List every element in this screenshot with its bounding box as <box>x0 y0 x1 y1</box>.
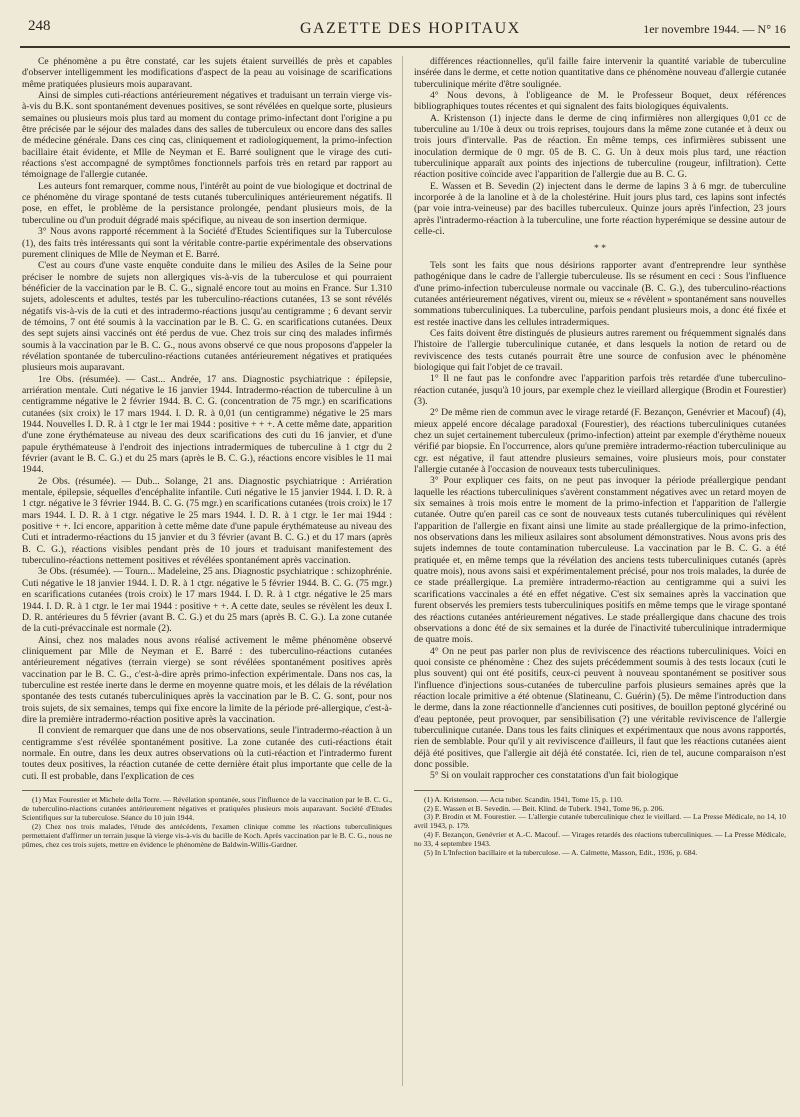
footnote: (2) E. Wassen et B. Sevedin. — Beit. Klind. de Tuberk. 1941, Tome 96, p. 206. <box>424 803 665 813</box>
column-divider <box>402 56 403 1086</box>
paragraph: 4° On ne peut pas parler non plus de reviviscence des réactions tuberculiniques. Voici en quoi consiste ce phénomène : Chez des sujets précédemment soumis à des tests locaux (cuti le plus souvent) qui ont été positifs, ceux-ci peuvent à nouveau spontanément se positiver sous l'influence d'injections sous-cutanées de tuberculine parfois plusieurs semaines après que la réaction locale primitive a été obtenue (Slatineanu, C. Guérin) (5). De même l'introduction dans le derme, dans la zone réactionnelle d'anciennes cuti positives, de bouillon peptoné glycériné ou d'eau peptonée, peut provoquer, par sensibilisation (?) une véritable reviviscence de l'allergie tuberculinique cutanée. Dans tous les faits cliniques et expérimentaux que nous avons rapportés, rien de semblable. Pour qu'il y ait reviviscence d'ailleurs, il faut que les réactions cutanées aient déjà été positives, que l'allergie ait déjà été constatée. Ici, rien de tel, aucune comparaison n'est donc possible. <box>414 645 786 770</box>
paragraph: Il convient de remarquer que dans une de nos observations, seule l'intradermo-réaction à un centigramme s'est révélée spontanément positive. La zone cutanée des cuti-réactions était normale. En outre, dans les deux autres observations où la cuti-réaction et l'intradermo furent toutes deux positives, la réaction cutanée de cette dernière était plus importante que celle de la cuti. Il est probable, dans l'explication de ces <box>22 725 392 782</box>
paragraph: 2e Obs. (résumée). — Dub... Solange, 21 ans. Diagnostic psychiatrique : Arriération mentale, épilepsie, séquelles d'encéphalite infantile. Cuti négative le 15 janvier 1944. I. D. R. à 1 ctgr. négative le 3 février 1944. B. C. G. (75 mgr.) en scarifications cutanées (trois croix) le 17 mars 1944. I. D. R. à 1 ctgr. négative le 25 mars 1944. I. D. R. à 1 ctgr. le 1er mai 1944 : positive + +. Ici encore, apparition à cette même date d'une papule érythémateuse au niveau des Cuti et intradermo-réactions du 15 janvier et du 3 février (avant B. C. G.) et du 17 mars (après B. C. G.), réactions visibles pendant près de 10 jours et traduisant manifestement des tuberculino-réactions nettement positives et révélées spontanément après vaccination. <box>22 475 392 567</box>
journal-title: GAZETTE DES HOPITAUX <box>300 20 521 37</box>
footnote-rule <box>22 790 112 791</box>
paragraph: * * <box>594 242 606 254</box>
paragraph: Tels sont les faits que nous désirions rapporter avant d'entreprendre leur synthèse pathogénique dans le cadre de l'allergie tuberculeuse. Ils se résument en ceci : Sous l'influence d'une primo-infection tuberculeuse normale ou vaccinale (B. C. G.), des tuberculino-réactions cutanées antérieurement négatives, virent ou, mieux se « révèlent » spontanément sans nouvelles sommations tuberculiniques. La tuberculine, parfois pendant plusieurs mois, a donc été fixée et est restée inactive dans les cellules intradermiques. <box>414 259 786 328</box>
page-number: 248 <box>28 18 51 34</box>
left-column-text <box>22 56 392 782</box>
paragraph: 2° De même rien de commun avec le virage retardé (F. Bezançon, Genévrier et Macouf) (4), mieux appelé encore décalage paradoxal (Fourestier), des réactions tuberculiniques cutanées chez un sujet certainement tuberculeux (primo-infection) atteint par exemple d'érythème noueux vérifié par biopsie. En l'occurrence, alors qu'une première intradermo-réaction tuberculinique au cgr. est négative, il faut attendre plusieurs semaines, voire plusieurs mois, pour constater l'allergie cutanée à l'occasion de nouveaux tests tuberculiniques. <box>414 407 786 476</box>
footnote: (2) Chez nos trois malades, l'étude des antécédents, l'examen clinique comme les réactions tuberculiniques permettaient d'affirmer un terrain jusque là vierge vis-à-vis du bacille de Koch. Après vaccination par le B. C. G., nous ne pûmes, chez ces trois sujets, mettre en évidence le phénomène de Baldwin-Willis-Gardner. <box>22 821 392 849</box>
left-footnotes <box>22 796 392 849</box>
paragraph: 3° Nous avons rapporté récemment à la Société d'Etudes Scientifiques sur la Tuberculose (1), des faits très intéressants qui sont la véritable contre-partie expérimentale des observations purement cliniques de Mlle de Neyman et E. Barré. <box>22 226 392 260</box>
paragraph: Ainsi, chez nos malades nous avons réalisé activement le même phénomène observé cliniquement par Mlle de Neyman et E. Barré : des tuberculino-réactions cutanées antérieurement négatives (terrain vierge) se sont révélées spontanément positives après vaccination par le B. C. G., c'est-à-dire après primo-infection expérimentale. Dans nos cas, la tuberculine est restée inerte dans le derme en moyenne quatre mois, et les délais de la révélation spontanée des tests cutanés tuberculiniques après la vaccination par le B. C. G. sont, pour nos trois sujets, de six semaines, temps qui fixe encore la limite de la période pré-allergique, c'est-à-dire la première intradermo-réaction positive après la vaccination. <box>22 634 392 725</box>
paragraph: Les auteurs font remarquer, comme nous, l'intérêt au point de vue biologique et doctrinal de ce phénomène du virage spontané de tests cutanés tuberculiniques antérieurement négatifs. Il pose, en effet, le problème de la persistance prolongée, pendant plusieurs mois, de la tuberculine ou d'un produit dégradé mais spécifique, au niveau de son insertion dermique. <box>22 180 392 226</box>
page-header <box>20 12 790 48</box>
right-footnotes <box>414 796 786 858</box>
right-column <box>414 56 786 1096</box>
paragraph: 3° Pour expliquer ces faits, on ne peut pas invoquer la période préallergique pendant laquelle les réactions tuberculiniques s'avèrent constamment négatives avec un retard moyen de six semaines à trois mois entre le moment de la primo-infection et l'apparition de l'allergie cutanée. Outre qu'en pareil cas ce sont de nouveaux tests cutanés tuberculiniques qui révèlent l'apparition de l'allergie en fixant ainsi une limite au stade préallergique de la primo-infection, nos observations dans les milieux asilaires sont absolument démonstratives. Nous avons pris des sujets indemnes de toute contamination tuberculeuse. La vaccination par le B. C. G. a été pratiquée et, en même temps que la révélation des anciens tests tuberculiniques cutanés (après quatre mois), nous avons saisi et expérimentalement précisé, pour nos trois malades, la durée de ce stade préallergique. La première intradermo-réaction au centigramme qui a suivi les scarifications vaccinales a été en effet négative. C'est six semaines après la vaccination que furent observés les premiers tests tuberculiniques positifs en même temps que le virage spontané des réactions cutanées antérieurement négatives. Le stade préallergique dans chacune des trois observations a donc été de six semaines et la durée de l'inactivité tuberculinique intradermique de quatre mois. <box>414 475 786 646</box>
paragraph: 4° Nous devons, à l'obligeance de M. le Professeur Boquet, deux références bibliographiques toutes récentes et qui signalent des faits biologiques équivalents. <box>414 90 786 113</box>
footnote: (5) In L'Infection bacillaire et la tuberculose. — A. Calmette, Masson, Edit., 1936, p. 684. <box>424 848 698 858</box>
paragraph: Ces faits doivent être distingués de plusieurs autres rarement ou fréquemment signalés dans l'histoire de l'allergie tuberculinique cutanée, et dans lesquels la notion de retard ou de reviviscence des tests cutanés pourrait être une source de confusion avec le phénomène biologique qui fait l'objet de ce travail. <box>414 327 786 373</box>
paragraph: 5° Si on voulait rapprocher ces constatations d'un fait biologique <box>430 770 679 782</box>
paragraph: A. Kristenson (1) injecte dans le derme de cinq infirmières non allergiques 0,01 cc de tuberculine au 1/10e à deux ou trois reprises, toujours dans la même zone cutanée et à deux ou trois jours d'intervalle. Pas de réaction. En même temps, ces infirmières subissent une inoculation dermique de 0 mgr. 05 de B. C. G. Un à deux mois plus tard, une réaction tuberculinique apparaît aux points des injections de tuberculine (rougeur, infiltration). Cette réaction positive coïncide avec l'apparition de l'allergie due au B. C. G. <box>414 112 786 181</box>
footnote: (1) Max Fourestier et Michele della Torre. — Révélation spontanée, sous l'influence de la vaccination par le B. C. G., de tuberculino-réactions cutanées antérieurement négatives et pratiquées plusieurs mois auparavant. Société d'Etudes Scientifiques sur la tuberculose. Séance du 10 juin 1944. <box>22 795 392 822</box>
issue-date: 1er novembre 1944. — N° 16 <box>643 22 786 36</box>
paragraph: 1° Il ne faut pas le confondre avec l'apparition parfois très retardée d'une tuberculino-réaction cutanée, jusqu'à 10 jours, par exemple chez le vieillard allergique (Brodin et Fourestier) (3). <box>414 373 786 407</box>
paragraph: C'est au cours d'une vaste enquête conduite dans le milieu des Asiles de la Seine pour préciser le nombre de sujets non allergiques vis-à-vis de la tuberculose et qui pourraient bénéficier de la vaccination par le B. C. G., signalé encore tout au moins en France. Sur 1.310 sujets, adolescents et adultes, testés par les tuberculino-réactions cutanées, 13 se sont révélés négatifs vis-à-vis de la cuti et des intradermo-réactions jusqu'au centigramme ; 6 devant servir de témoins, 7 ont été soumis à la vaccination par le B. C. G. en scarifications cutanées. Deux des sept sujets ainsi vaccinés ont été perdus de vue. Chez trois sur cinq des malades infirmés soumis à la vaccination par le B. C. G., nous avons observé ce que nous proposons d'appeler la révélation spontanée de tuberculino-réactions cutanées antérieurement négatives et pratiquées plusieurs mois auparavant. <box>22 260 392 374</box>
newspaper-page <box>20 12 790 1110</box>
left-column <box>22 56 392 1096</box>
footnote-rule <box>414 790 504 791</box>
paragraph: différences réactionnelles, qu'il faille faire intervenir la quantité variable de tuberculine insérée dans le derme, et cette notion quantitative dans ce phénomène nouveau d'allergie cutanée tuberculinique mérite d'être soulignée. <box>414 56 786 90</box>
footnote: (3) P. Brodin et M. Fourestier. — L'allergie cutanée tuberculinique chez le vieillard. — La Presse Médicale, no 14, 10 avril 1943, p. 179. <box>414 812 786 831</box>
paragraph: E. Wassen et B. Sevedin (2) injectent dans le derme de lapins 3 à 6 mgr. de tuberculine incorporée à de la lanoline et à de la cholestérine. Huit jours plus tard, ces lapins sont infectés (par voie intra-veineuse) par des bacilles tuberculeux. Quinze jours après l'infection, 23 jours après l'intradermo-réaction à la tuberculine, une forte réaction hyperémique se dessine autour de celle-ci. <box>414 180 786 238</box>
paragraph: Ainsi de simples cuti-réactions antérieurement négatives et traduisant un terrain vierge vis-à-vis du B.K. sont spontanément devenues positives, se sont révélées en quelque sorte, plusieurs semaines ou plusieurs mois plus tard au moment du contage primo-infectant dont l'origine a pu être précisée par le séjour des malades dans des salles de tuberculeux ou encore dans des salles de médecine générale. Dans ces cinq cas, cliniquement et radiologiquement, la primo-infection bacillaire était évidente, et Mlle de Neyman et E. Barré soulignent que le virage des cuti-réactions s'est accompagné de symptômes fonctionnels parfois très en retard par rapport au témoignage de l'allergie cutanée. <box>22 90 392 181</box>
paragraph: Ce phénomène a pu être constaté, car les sujets étaient surveillés de près et capables d'observer intelligemment les modifications d'aspect de la peau au voisinage de scarifications même pratiquées plusieurs mois auparavant. <box>22 56 392 90</box>
paragraph: 3e Obs. (résumée). — Tourn... Madeleine, 25 ans. Diagnostic psychiatrique : schizophrénie. Cuti négative le 18 janvier 1944. I. D. R. à 1 ctgr. négative le 5 février 1944. B. C. G. (75 mgr.) en scarifications cutanées (trois croix) le 17 mars 1944. I. D. R. à 1 ctgr. négative le 25 mars 1944. I. D. R. à 1 ctgr. le 1er mai 1944 : positive + +. A cette date, seules se révèlent les deux I. D. R. antérieures du 5 février (avant B. C. G.) et du 25 mars (après B. C. G.). La zone cutanée de la cuti-prévaccinale est normale (2). <box>22 566 392 635</box>
footnote: (4) F. Bezançon, Genévrier et A.-C. Macouf. — Virages retardés des réactions tuberculiniques. — La Presse Médicale, no 33, 4 septembre 1943. <box>414 830 786 849</box>
paragraph: 1re Obs. (résumée). — Cast... Andrée, 17 ans. Diagnostic psychiatrique : épilepsie, arriération mentale. Cuti négative le 16 janvier 1944. Intradermo-réaction de tuberculine à un centigramme négative le 2 février 1944. B. C. G. (concentration de 75 mgr.) en scarifications cutanées (six croix) le 17 mars 1944. I. D. R. à 0,01 (un centigramme) négative le 25 mars 1944. Nouvelles I. D. R. à 1 ctgr le 1er mai 1944 : positive + + +. A cette même date, apparition d'une zone érythémateuse au niveau des deux scarifications des cuti du 16 janvier, et d'une papule érythémateuse à l'endroit des injections intradermiques de tuberculine à 1 ctgr du 2 février (avant le B. C. G.) et du 25 mars (après le B. C. G.), réactions encore visibles le 11 mai 1944. <box>22 373 392 476</box>
right-column-text <box>414 56 786 782</box>
footnote: (1) A. Kristenson. — Acta tuber. Scandin. 1941, Tome 15, p. 110. <box>424 794 623 804</box>
